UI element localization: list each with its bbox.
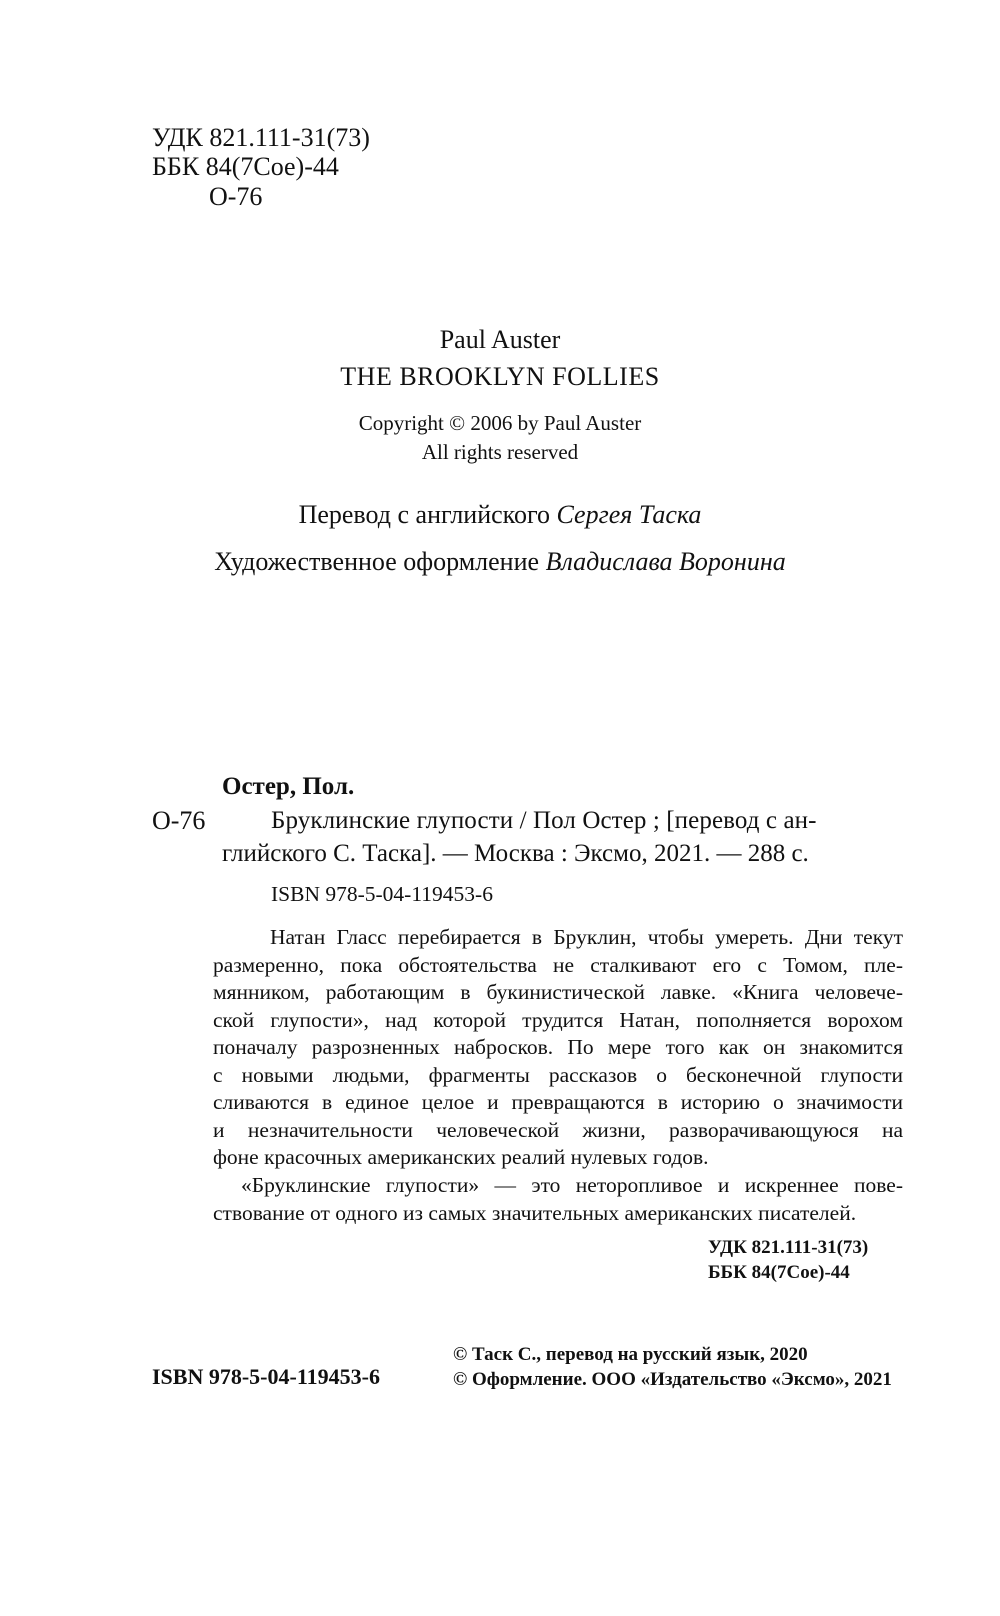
annotation-line: мянником, работающим в букинистической лавке. «Книга человече- [213,980,903,1004]
annotation-line: Натан Гласс перебирается в Бруклин, чтобы умереть. Дни текут [270,925,903,949]
translation-credit [0,500,1000,530]
rights-reserved: All rights reserved [421,440,579,464]
annotation-line: поначалу разрозненных набросков. По мере того как он знакомится [213,1035,903,1059]
translation-label: Перевод с английского [298,500,551,529]
catalog-author-sign: О-76 [152,806,206,835]
original-author: Paul Auster [439,325,561,354]
annotation-paragraph-1 [213,924,903,1172]
catalog-description-line-1: Бруклинские глупости / Пол Остер ; [перевод с ан- [271,807,817,834]
copyright-design: © Оформление. ООО «Издательство «Эксмо», 2021 [453,1369,892,1390]
catalog-isbn: ISBN 978-5-04-119453-6 [271,882,493,906]
original-title: THE BROOKLYN FOLLIES [340,362,660,391]
annotation-paragraph-2 [213,1172,903,1227]
annotation-line: «Бруклинские глупости» — это неторопливое и искреннее пове- [241,1173,903,1197]
annotation-line: с новыми людьми, фрагменты рассказов о бесконечной глупости [213,1062,903,1087]
bbk-code-top: ББК 84(7Сое)-44 [152,152,339,181]
design-credit [0,547,1000,577]
annotation-line: ствование от одного из самых значительных американских писателей. [213,1200,857,1225]
author-sign-top: О-76 [209,182,263,211]
udk-code-bottom: УДК 821.111-31(73) [708,1237,869,1258]
annotation-line: размеренно, пока обстоятельства не сталкивают его с Томом, пле- [213,952,903,977]
designer-name: Владислава Воронина [545,547,786,576]
design-label: Художественное оформление [214,547,540,576]
catalog-heading: Остер, Пол. [222,773,355,800]
copyright-translation: © Таск С., перевод на русский язык, 2020 [453,1344,808,1365]
catalog-description-line-2: глийского С. Таска]. — Москва : Эксмо, 2021. — 288 с. [222,840,809,867]
translator-name: Сергея Таска [556,500,702,529]
udk-code-top: УДК 821.111-31(73) [152,123,370,152]
annotation-line: сливаются в единое целое и превращаются в историю о значимости [213,1090,903,1114]
annotation-line: фоне красочных американских реалий нулевых годов. [213,1145,709,1169]
annotation-line: ской глупости», над которой трудится Натан, пополняется ворохом [213,1007,903,1032]
bbk-code-bottom: ББК 84(7Сое)-44 [708,1262,850,1283]
annotation-line: и незначительности человеческой жизни, разворачивающуюся на [213,1117,903,1142]
footer-isbn: ISBN 978-5-04-119453-6 [152,1364,380,1389]
original-copyright: Copyright © 2006 by Paul Auster [358,411,642,435]
